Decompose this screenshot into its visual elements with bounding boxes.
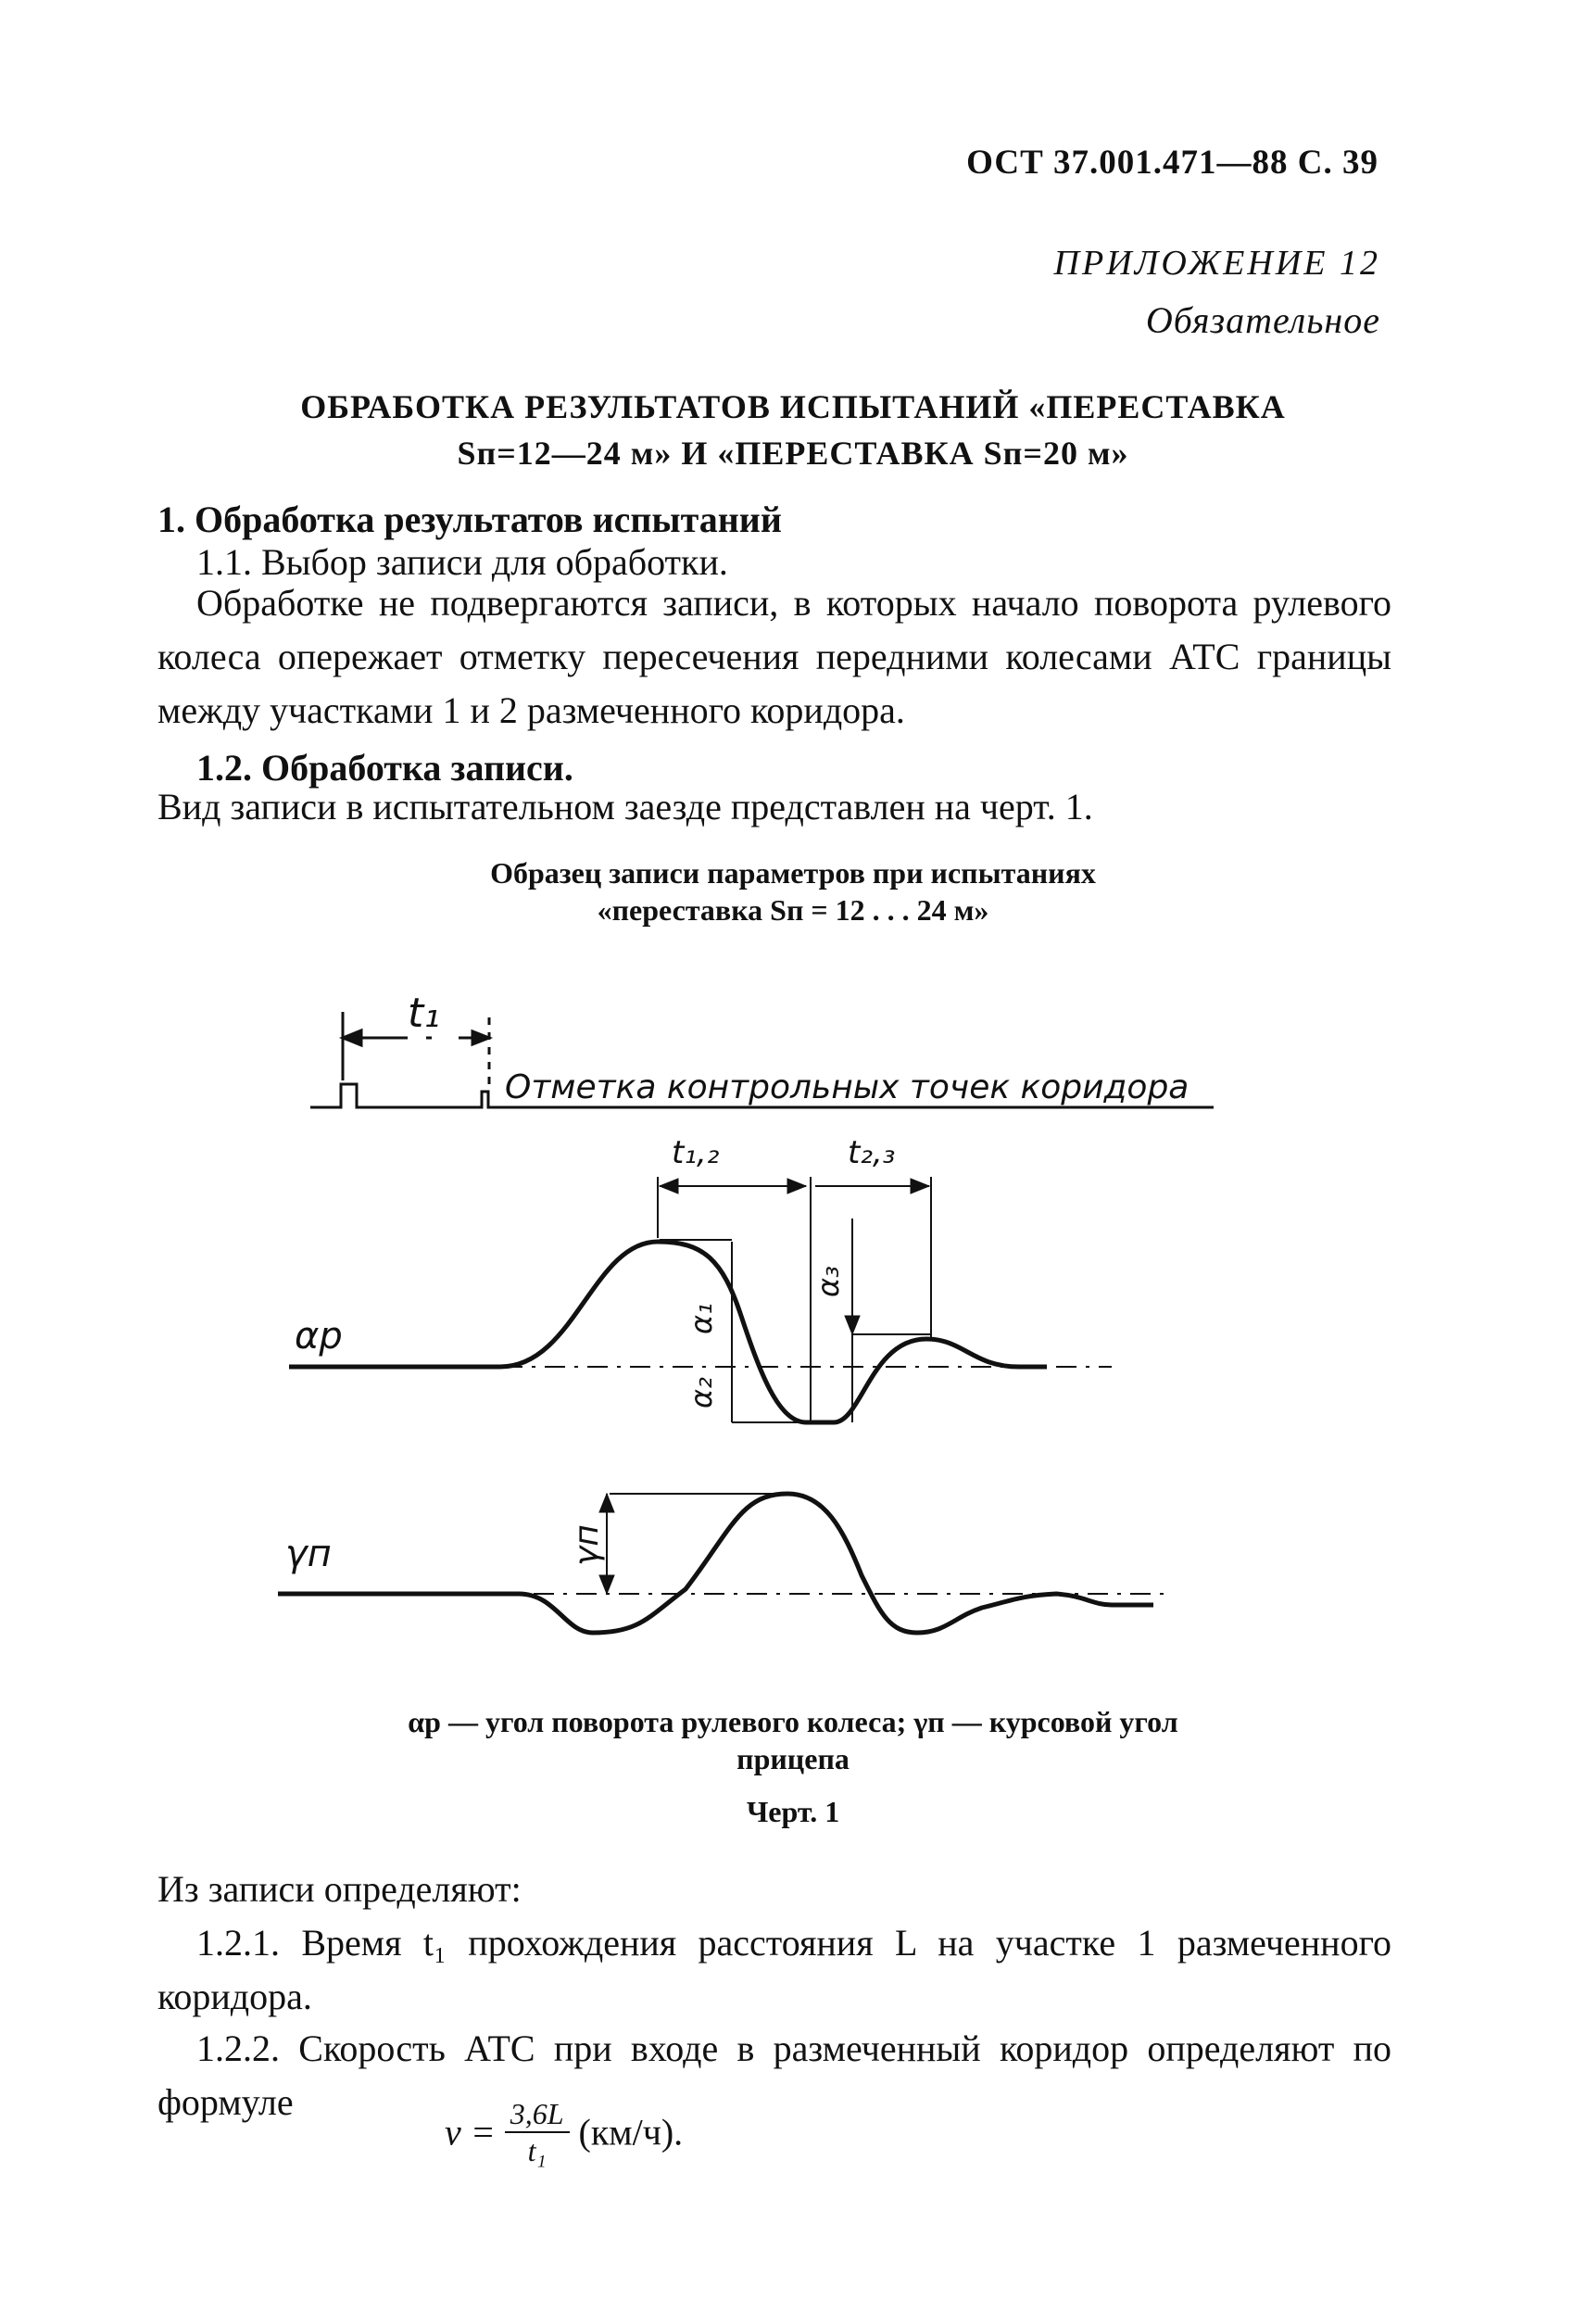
figure-caption-1: Образец записи параметров при испытаниях: [490, 856, 1096, 890]
figure-legend-2: прицепа: [736, 1742, 850, 1775]
appendix-status: Обязательное: [1145, 299, 1380, 341]
formula-fraction: [505, 2096, 570, 2168]
section-1-heading: 1. Обработка результатов испытаний: [157, 499, 782, 540]
section-1-2-text: Вид записи в испытательном заезде представлен на черт. 1.: [157, 786, 1093, 827]
title-line-1: ОБРАБОТКА РЕЗУЛЬТАТОВ ИСПЫТАНИЙ «ПЕРЕСТАВКА: [300, 388, 1286, 425]
gamma-n-label: γп: [568, 1524, 606, 1566]
section-1-2: 1.2. Обработка записи.: [196, 747, 573, 789]
alpha2-label: α₂: [684, 1377, 719, 1408]
appendix-label: ПРИЛОЖЕНИЕ 12: [1053, 244, 1380, 283]
formula-v: v =: [445, 2111, 496, 2153]
para-1-2-1: 1.2.1. Время t₁ прохождения расстояния L на участке 1 размеченного коридора.: [157, 1922, 1391, 2017]
gamma-trace: [278, 1494, 1167, 1633]
test-record-figure: [0, 964, 1586, 1649]
page-header: ОСТ 37.001.471—88 С. 39: [966, 144, 1378, 182]
chart-number: Черт. 1: [746, 1795, 840, 1828]
formula: [445, 2096, 683, 2168]
figure-legend-1: αр — угол поворота рулевого колеса; γп — курсовой угол: [408, 1705, 1178, 1738]
alpha1-label: α₁: [684, 1303, 719, 1334]
section-1-1-text: Обработке не подвергаются записи, в которых начало поворота рулевого колеса опережает отметку пересечения передними колесами АТС границы между участками 1 и 2 размеченного коридора.: [157, 582, 1391, 731]
title-line-2: Sп=12—24 м» И «ПЕРЕСТАВКА Sп=20 м»: [457, 435, 1129, 472]
figure-caption-2: «переставка Sп = 12 . . . 24 м»: [597, 893, 989, 927]
section-1-1: 1.1. Выбор записи для обработки.: [196, 541, 728, 583]
t1-label: t₁: [408, 990, 440, 1037]
t23-label: t₂,₃: [848, 1134, 896, 1171]
formula-denominator: t₁: [527, 2134, 547, 2167]
intro-text: Из записи определяют:: [157, 1868, 522, 1910]
para-1-2-2: 1.2.2. Скорость АТС при входе в размеченный коридор определяют по формуле: [157, 2027, 1391, 2123]
alpha-p-label: αр: [295, 1315, 343, 1358]
gamma-p-label: γп: [285, 1533, 332, 1575]
formula-unit: (км/ч).: [578, 2111, 684, 2153]
alpha3-label: α₃: [811, 1266, 846, 1297]
formula-numerator: 3,6L: [505, 2096, 570, 2133]
t12-label: t₁,₂: [672, 1134, 720, 1171]
marker-label: Отметка контрольных точек коридора: [505, 1068, 1190, 1106]
